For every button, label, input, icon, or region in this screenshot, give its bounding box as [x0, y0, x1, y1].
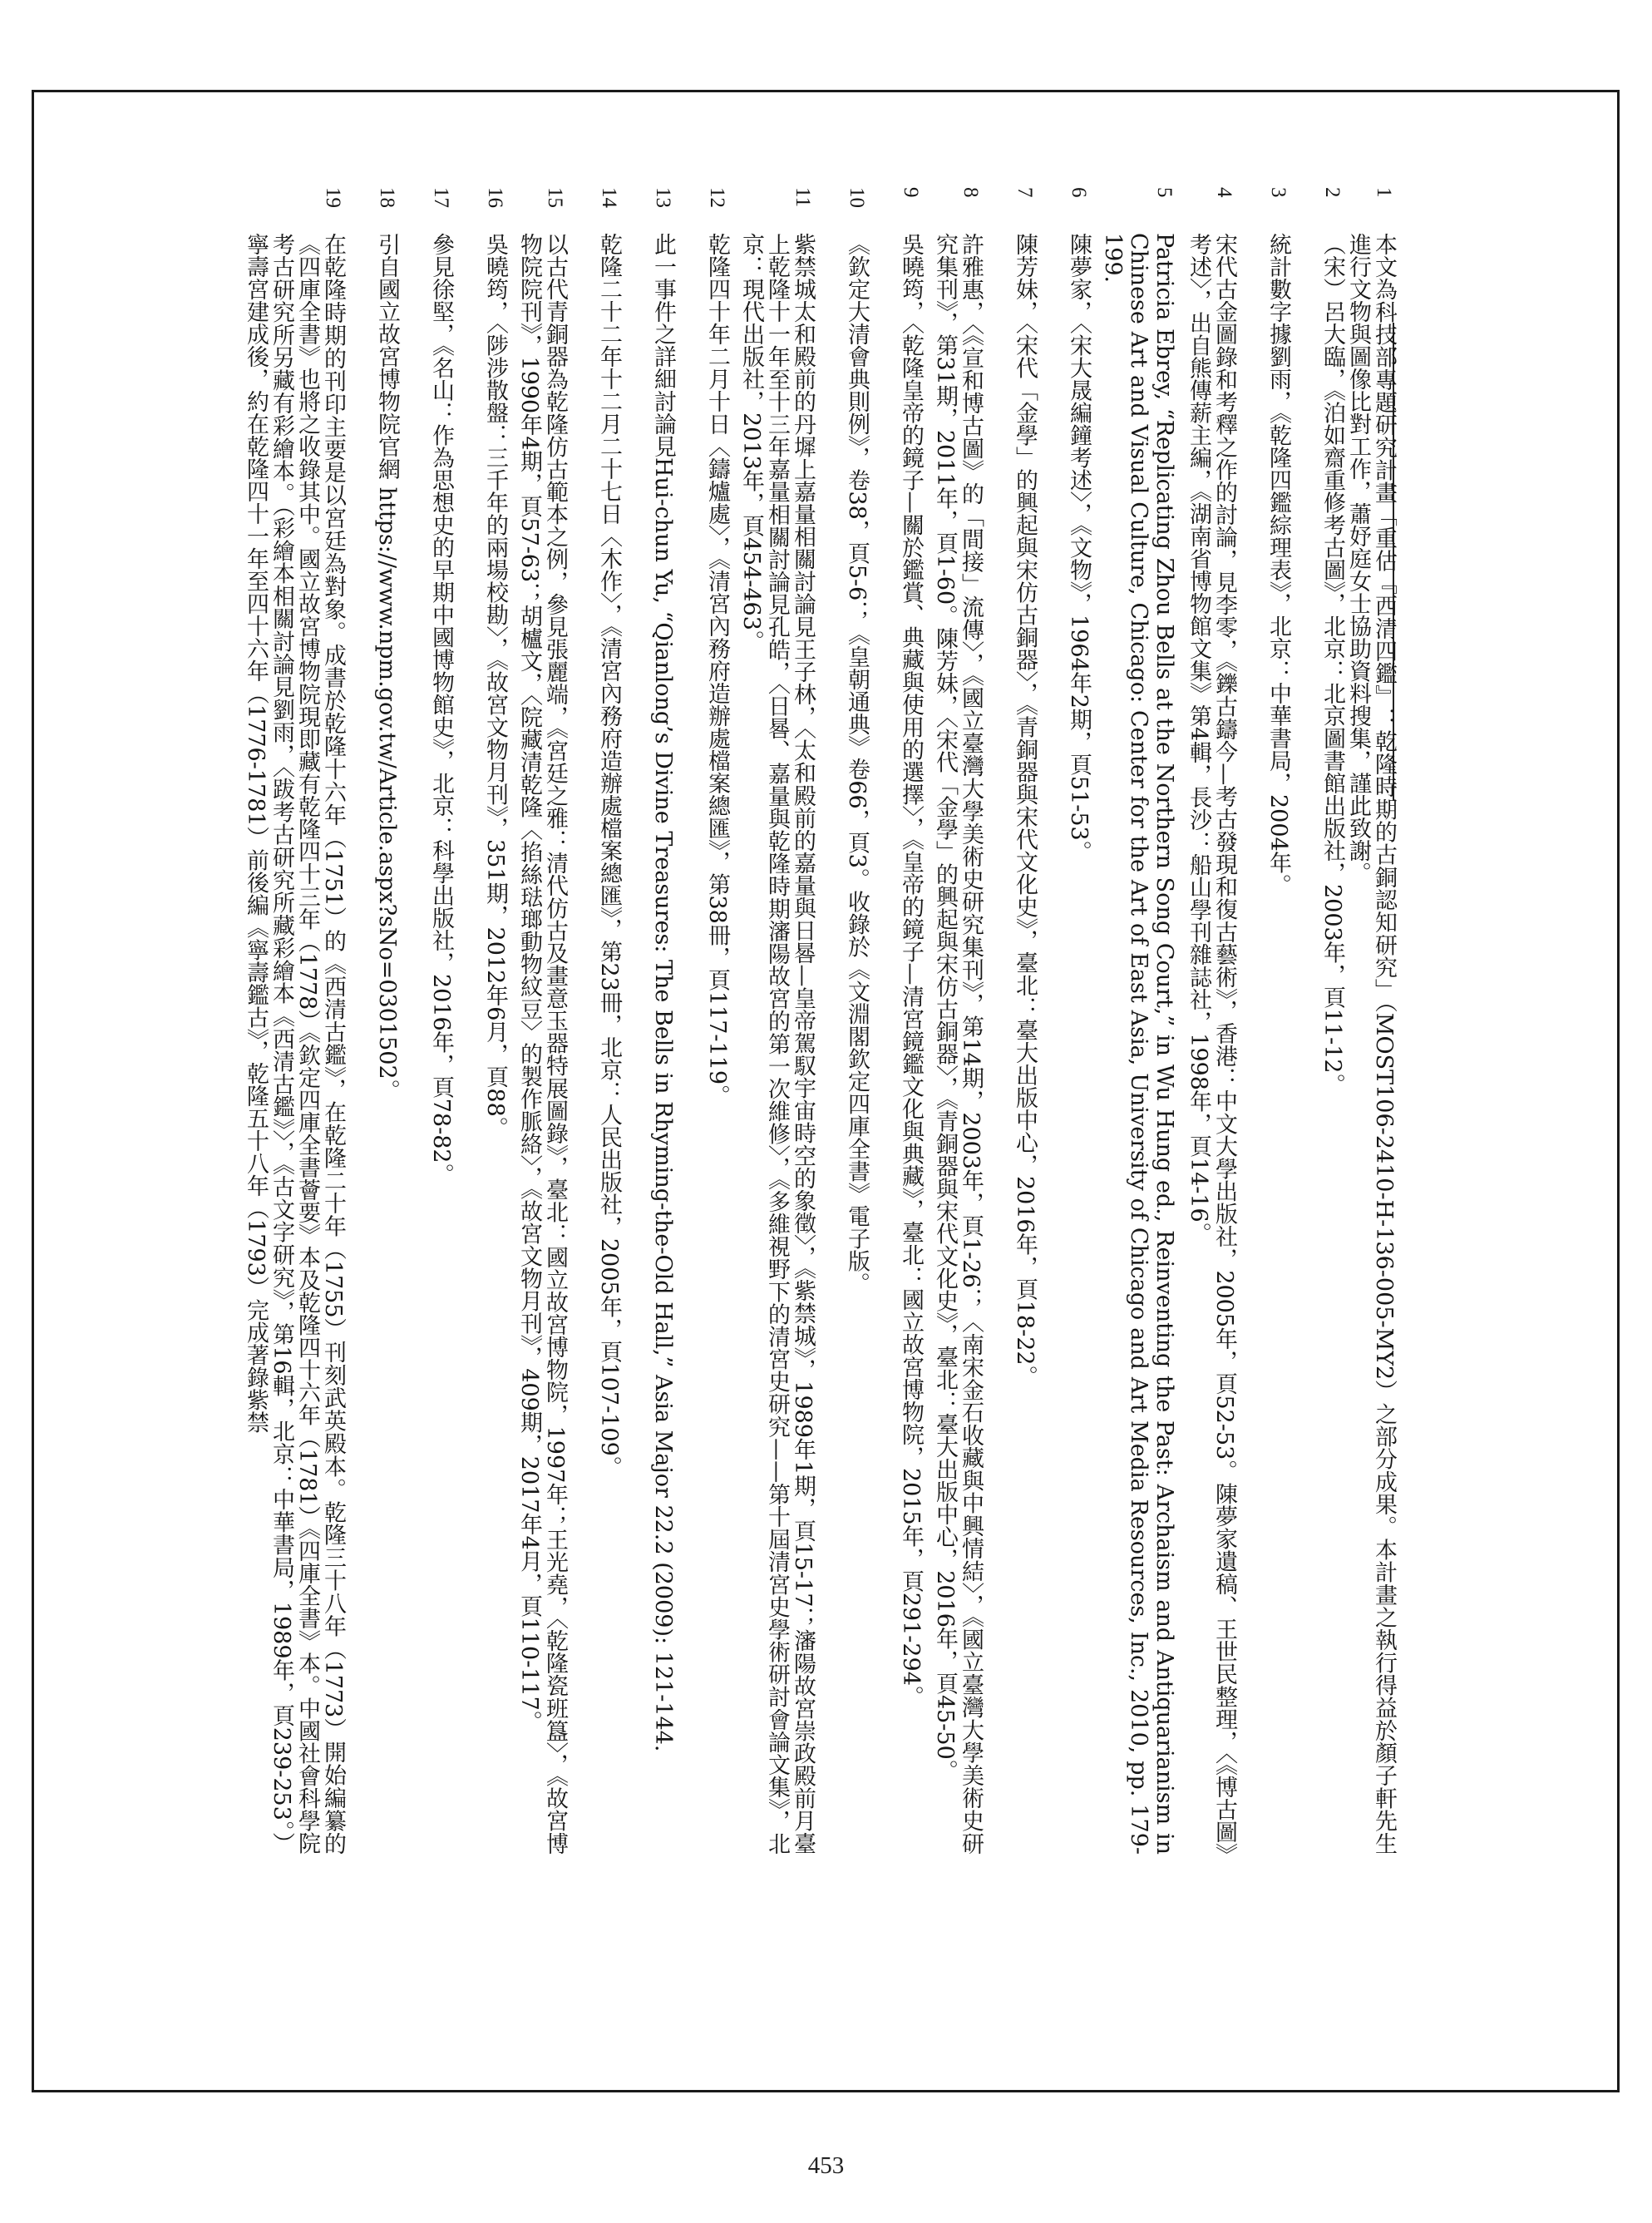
footnote-15	[516, 187, 568, 1855]
footnote-number: 9	[900, 187, 922, 198]
footnote-4	[1186, 187, 1237, 1855]
footnote-number: 1	[1373, 187, 1395, 198]
footnote-5	[1100, 187, 1177, 1855]
footnote-text: 乾隆二十二年十二月二十七日〈木作〉，《清宮內務府造辦處檔案總匯》，第23冊，北京：人民出版社，2005年，頁107-109。	[596, 233, 622, 1479]
footnote-number: 12	[706, 187, 728, 208]
footnote-text: 統計數字據劉雨，《乾隆四鑑綜理表》，北京：中華書局，2004年。	[1265, 233, 1291, 897]
footnote-text: 陳夢家，〈宋大晟編鐘考述〉，《文物》，1964年2期，頁51-53。	[1066, 233, 1092, 863]
footnote-text: Patricia Ebrey, “Replicating Zhou Bells at the Northern Song Court,” in Wu Hung ed., Reinventing the Past: Archaism and Antiquarianism in Chinese Art and Visual Culture, Chicago: Center for the Art of East Asia, University of Chicago and Art Media Resources, Inc., 2010, pp. 179-199.	[1100, 233, 1177, 1855]
footnote-number: 4	[1213, 187, 1235, 198]
footnote-2	[1299, 187, 1345, 1855]
footnote-text: 本文為科技部專題研究計畫「重估『西清四鑑』：乾隆時期的古銅認知研究」（MOST106-2410-H-136-005-MY2）之部分成果。本計畫之執行得益於顏子軒先生進行文物與圖像比對工作，蕭妤庭女士協助資料搜集，謹此致謝。	[1345, 233, 1397, 1855]
footnote-1	[1345, 187, 1397, 1855]
footnote-10	[824, 187, 870, 1855]
footnote-12	[684, 187, 730, 1855]
footnote-number: 11	[791, 187, 814, 208]
footnote-number: 5	[1153, 187, 1176, 198]
footnote-8	[932, 187, 984, 1855]
footnote-number: 13	[652, 187, 674, 208]
footnote-number: 15	[544, 187, 566, 208]
footnote-text: 乾隆四十年二月十日〈鑄爐處〉，《清宮內務府造辦處檔案總匯》，第38冊，頁117-119。	[704, 233, 730, 1108]
footnote-number: 19	[322, 187, 344, 208]
page-number: 453	[807, 2152, 845, 2179]
footnote-number: 2	[1321, 187, 1344, 198]
footnote-text: 許雅惠，〈《宣和博古圖》的「間接」流傳〉，《國立臺灣大學美術史研究集刊》，第14期，2003年，頁1-26；〈南宋金石收藏與中興情結〉，《國立臺灣大學美術史研究集刊》，第31期，2011年，頁1-60。陳芳妹，〈宋代「金學」的興起與宋仿古銅器〉，《青銅器與宋代文化史》，臺北：臺大出版中心，2016年，頁45-50。	[932, 233, 984, 1855]
footnote-number: 7	[1013, 187, 1036, 198]
footnote-text: 在乾隆時期的刊印主要是以宮廷為對象。成書於乾隆十六年（1751）的《西清古鑑》，在乾隆二十年（1755）刊刻武英殿本。乾隆三十八年（1773）開始編纂的《四庫全書》也將之收錄其中。國立故宮博物院現即藏有乾隆四十三年（1778）《欽定四庫全書薈要》本及乾隆四十六年（1781）《四庫全書》本。中國社會科學院考古研究所另藏有彩繪本。（彩繪本相關討論見劉雨，〈跋考古研究所藏彩繪本《西清古鑑》〉，《古文字研究》，第16輯，北京：中華書局，1989年，頁239-253。）寧壽宮建成後，約在乾隆四十一年至四十六年（1776-1781）前後編《寧壽鑑古》，乾隆五十八年（1793）完成著錄紫禁	[243, 233, 346, 1855]
footnote-3	[1245, 187, 1291, 1855]
footnote-11	[738, 187, 816, 1855]
footnote-list	[237, 187, 1397, 1855]
footnote-text: 參見徐堅，《名山：作為思想史的早期中國博物館史》，北京：科學出版社，2016年，頁78-82。	[428, 233, 454, 1186]
footnote-9	[878, 187, 924, 1855]
footnote-number: 14	[598, 187, 620, 208]
footnote-number: 17	[430, 187, 452, 208]
footnote-number: 10	[846, 187, 868, 208]
footnote-text: 以古代青銅器為乾隆仿古範本之例，參見張麗端，《宮廷之雅：清代仿古及畫意玉器特展圖錄》，臺北：國立故宮博物院，1997年；王光堯，〈乾隆瓷班簋〉，《故宮博物院院刊》，1990年4期，頁57-63；胡櫨文，〈院藏清乾隆〈掐絲琺瑯動物紋豆〉的製作脈絡〉，《故宮文物月刊》，409期，2017年4月，頁110-117。	[516, 233, 568, 1855]
footnote-text: 吳曉筠，〈乾隆皇帝的鏡子—關於鑑賞、典藏與使用的選擇〉，《皇帝的鏡子—清宮鏡鑑文化與典藏》，臺北：國立故宮博物院，2015年，頁291-294。	[898, 233, 924, 1708]
footnote-number: 3	[1267, 187, 1290, 198]
footnote-text: 《欽定大清會典則例》，卷38，頁5-6；《皇朝通典》卷66，頁3。收錄於《文淵閣欽定四庫全書》電子版。	[844, 233, 870, 1295]
footnote-number: 6	[1068, 187, 1090, 198]
footnote-text: 紫禁城太和殿前的丹墀上嘉量相關討論見王子林，〈太和殿前的嘉量與日晷—皇帝駕馭宇宙時空的象徵〉，《紫禁城》，1989年1期，頁15-17；瀋陽故宮崇政殿前月臺上乾隆十一年至十三年嘉量相關討論見孔皓，〈日晷、嘉量與乾隆時期瀋陽故宮的第一次維修〉，《多維視野下的清宮史研究——第十屆清宮史學術研討會論文集》，北京：現代出版社，2013年，頁454-463。	[738, 233, 816, 1855]
footnote-19	[243, 187, 346, 1855]
footnote-number: 18	[376, 187, 398, 208]
footnote-14	[576, 187, 622, 1855]
footnote-16	[462, 187, 508, 1855]
footnote-text: 陳芳妹，〈宋代「金學」的興起與宋仿古銅器〉，《青銅器與宋代文化史》，臺北：臺大出版中心，2016年，頁18-22。	[1012, 233, 1038, 1388]
footnote-text: 吳曉筠，〈陟涉散盤：三千年的兩場校勘〉，《故宮文物月刊》，351期，2012年6月，頁88。	[482, 233, 508, 1139]
footnote-17	[408, 187, 454, 1855]
footnote-6	[1046, 187, 1092, 1855]
footnote-13	[630, 187, 676, 1855]
footnote-18	[354, 187, 400, 1855]
footnote-text: 此一事件之詳細討論見Hui-chun Yu, “Qianlong’s Divine Treasures: The Bells in Rhyming-the-Old Hall,” Asia Major 22.2 (2009): 121-144.	[650, 233, 676, 1752]
footnote-text: （宋）呂大臨，《泊如齋重修考古圖》，北京：北京圖書館出版社，2003年，頁11-12。	[1319, 233, 1345, 1096]
footnote-number: 8	[959, 187, 982, 198]
footnote-number: 16	[484, 187, 506, 208]
footnote-text: 引自國立故宮博物院官網 https://www.npm.gov.tw/Article.aspx?sNo=0301502。	[374, 233, 400, 1102]
footnote-text: 宋代古金圖錄和考釋之作的討論，見李零，《鑠古鑄今—考古發現和復古藝術》，香港：中文大學出版社，2005年，頁52-53。陳夢家遺稿、王世民整理，〈《博古圖》考述〉，出自熊傳薪主編，《湖南省博物館文集》第4輯，長沙：船山學刊雜誌社，1998年，頁14-16。	[1186, 233, 1237, 1855]
footnote-7	[992, 187, 1038, 1855]
